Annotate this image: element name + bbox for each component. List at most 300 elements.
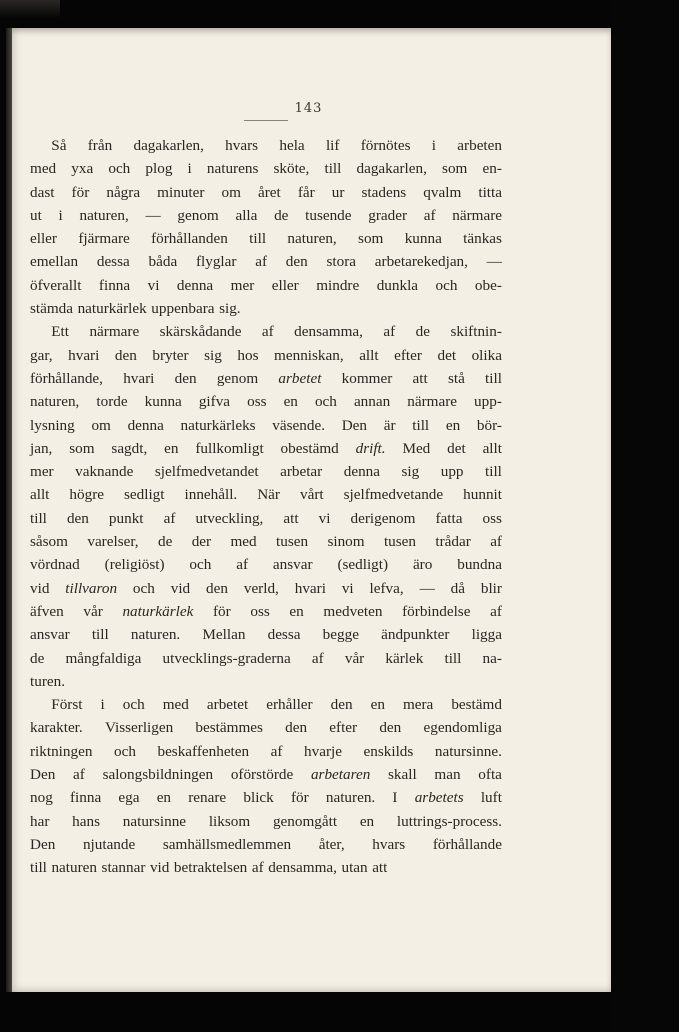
word: salongsbildningen	[102, 766, 214, 784]
word: genom	[177, 206, 219, 224]
word: allt	[30, 486, 50, 504]
word: förbindelse	[402, 602, 471, 620]
word: Den	[30, 835, 56, 853]
text-line	[30, 600, 502, 623]
word: —	[145, 206, 161, 224]
word: qvalm	[423, 183, 462, 201]
word: till	[249, 230, 267, 248]
word: ur	[331, 183, 345, 201]
text-line	[30, 716, 502, 739]
word: och	[108, 160, 131, 178]
word: hvari	[294, 579, 326, 597]
body-text	[30, 134, 502, 880]
word: titta	[478, 183, 502, 201]
word: —	[486, 253, 502, 271]
word: öfverallt	[30, 276, 82, 294]
word: genom	[216, 369, 259, 387]
word: densamma,	[294, 323, 363, 341]
text-line	[30, 250, 502, 273]
word: Den	[30, 766, 56, 784]
word: verld,	[243, 579, 279, 597]
word: vi	[318, 509, 331, 527]
scan-background-strip	[611, 0, 679, 1032]
word: oss	[250, 602, 270, 620]
word: erhåller	[266, 696, 313, 714]
text-line	[30, 460, 502, 483]
word: vårt	[300, 486, 324, 504]
word: för	[71, 183, 90, 201]
word: uppenbara	[151, 300, 215, 318]
word: mer	[230, 276, 255, 294]
word: eller	[30, 230, 57, 248]
word: finna	[69, 789, 102, 807]
word: punkt	[108, 509, 144, 527]
word: de	[415, 323, 430, 341]
word: af	[311, 649, 324, 667]
word: af	[490, 602, 502, 620]
word: fjärmare	[78, 230, 130, 248]
word: den	[206, 579, 228, 597]
word: den	[66, 509, 89, 527]
word: som	[358, 230, 384, 248]
text-line	[30, 740, 502, 763]
word: till	[324, 160, 342, 178]
word: en	[359, 812, 375, 830]
word: I	[392, 789, 398, 807]
word: derigenom	[350, 509, 416, 527]
word: och	[113, 742, 136, 760]
word: fullkomligt	[195, 439, 264, 457]
word: oförstörde	[230, 766, 294, 784]
word: åter,	[318, 835, 345, 853]
word: för	[212, 602, 231, 620]
word: den	[285, 719, 308, 737]
word: dagakarlen,	[133, 137, 204, 154]
word: om	[221, 183, 241, 201]
text-line	[30, 483, 502, 506]
word: för	[290, 789, 309, 807]
word: sjelfmedvetandet	[154, 463, 259, 481]
word: Med	[402, 439, 431, 457]
word: med	[30, 160, 57, 178]
word: hvarje	[304, 742, 342, 760]
word: med	[230, 533, 257, 551]
word: sig	[401, 463, 420, 481]
word: dunkla	[376, 276, 419, 294]
text-line	[30, 367, 502, 390]
word: minuter	[157, 183, 205, 201]
word: med	[162, 696, 189, 714]
word: begge	[322, 626, 359, 644]
text-line	[30, 786, 502, 809]
word: tusende	[305, 206, 352, 224]
word: vid	[30, 579, 50, 597]
word: äro	[412, 556, 433, 574]
word: yxa	[71, 160, 94, 178]
word: om	[91, 416, 111, 434]
word: dessa	[267, 626, 301, 644]
word: man	[434, 766, 461, 784]
word: året	[257, 183, 281, 201]
word: eller	[271, 276, 299, 294]
page-number: 143	[294, 101, 323, 116]
word: skall	[388, 766, 417, 784]
text-line	[30, 414, 502, 437]
word: af	[270, 742, 283, 760]
word: ligga	[471, 626, 502, 644]
word: och	[189, 556, 212, 574]
word: hvars	[372, 835, 406, 853]
word: till	[485, 463, 502, 481]
word: (sedligt)	[337, 556, 389, 574]
word: förhållanden	[151, 230, 228, 248]
word: ändpunkter	[381, 626, 450, 644]
word: turen.	[30, 672, 66, 690]
word: hans	[72, 812, 101, 830]
book-page	[6, 28, 611, 992]
word: och	[435, 276, 458, 294]
italic-word: tillvaron	[65, 579, 118, 597]
word: allt	[482, 439, 502, 457]
word: enskilds	[363, 742, 414, 760]
word: den	[114, 346, 137, 364]
word: naturens	[206, 160, 259, 178]
word: några	[106, 183, 141, 201]
word: karakter.	[30, 719, 83, 737]
word: mångfaldiga	[65, 649, 142, 667]
text-line	[30, 344, 502, 367]
word: Först	[51, 696, 83, 714]
word: varelser,	[87, 533, 139, 551]
word: bestämmes	[195, 719, 263, 737]
word: af	[236, 556, 249, 574]
word: oss	[247, 393, 267, 411]
word: upp	[440, 463, 464, 481]
text-line	[30, 530, 502, 553]
word: som	[69, 439, 95, 457]
word: utan	[341, 859, 368, 877]
word: grader	[368, 206, 408, 224]
word: en	[156, 789, 172, 807]
word: båda	[148, 253, 178, 271]
word: tusen	[276, 533, 309, 551]
text-line	[30, 297, 502, 320]
word: till	[485, 369, 502, 387]
word: genomgått	[272, 812, 338, 830]
word: na-	[482, 649, 502, 667]
page-gutter-edge	[6, 28, 12, 992]
word: i	[431, 137, 437, 154]
word: beskaffenheten	[157, 742, 250, 760]
word: förhållande	[432, 835, 502, 853]
word: kunna	[404, 230, 442, 248]
word: Ett	[51, 323, 69, 341]
text-line	[30, 856, 502, 879]
word: egendomliga	[423, 719, 502, 737]
word: och	[122, 696, 145, 714]
word: då	[450, 579, 465, 597]
word: det	[437, 346, 457, 364]
word: äfven	[30, 602, 64, 620]
text-line	[30, 553, 502, 576]
word: och	[132, 579, 155, 597]
page-number-rule	[244, 120, 288, 121]
word: af	[383, 323, 396, 341]
word: (religiöst)	[104, 556, 165, 574]
text-line	[30, 274, 502, 297]
word: vi	[147, 276, 160, 294]
word: ofta	[478, 766, 502, 784]
word: lif	[325, 137, 340, 154]
word: får	[297, 183, 315, 201]
word: skiftnin-	[450, 323, 502, 341]
word: gar,	[30, 346, 53, 364]
text-line	[30, 693, 502, 716]
word: vid	[149, 859, 170, 877]
word: denna	[176, 276, 214, 294]
word: luft	[480, 789, 502, 807]
word: betraktelsen	[173, 859, 248, 877]
word: arbetarekedjan,	[374, 253, 468, 271]
text-line	[30, 437, 502, 460]
italic-word: naturkärlek	[122, 602, 194, 620]
word: de	[274, 206, 289, 224]
word: till	[91, 626, 109, 644]
word: ut	[30, 206, 42, 224]
word: naturen,	[30, 393, 80, 411]
scan-corner-mark	[0, 0, 60, 18]
word: alla	[235, 206, 258, 224]
word: blick	[243, 789, 274, 807]
word: till	[30, 859, 47, 877]
word: af	[163, 509, 176, 527]
word: den	[330, 696, 353, 714]
word: sagdt,	[111, 439, 148, 457]
word: blir	[480, 579, 502, 597]
word: fatta	[435, 509, 463, 527]
word: att	[412, 369, 428, 387]
word: att	[283, 509, 299, 527]
italic-word: arbetets	[414, 789, 464, 807]
word: densamma,	[268, 859, 337, 877]
word: hvars	[225, 137, 259, 154]
word: nog	[30, 789, 53, 807]
word: lysning	[30, 416, 75, 434]
word: liksom	[208, 812, 251, 830]
text-line	[30, 204, 502, 227]
word: en	[289, 602, 304, 620]
word: vår	[344, 649, 365, 667]
word: mera	[402, 696, 434, 714]
word: en-	[482, 160, 502, 178]
word: högre	[69, 486, 104, 504]
word: arbeten	[457, 137, 502, 154]
text-line	[30, 320, 502, 343]
word: sig.	[219, 300, 241, 318]
word: olika	[471, 346, 502, 364]
word: trådar	[435, 533, 471, 551]
word: af	[261, 323, 274, 341]
word: emellan	[30, 253, 79, 271]
word: naturen.	[325, 789, 376, 807]
word: hela	[279, 137, 305, 154]
word: der	[191, 533, 212, 551]
word: den	[285, 253, 308, 271]
word: kunna	[144, 393, 182, 411]
text-line	[30, 763, 502, 786]
word: mer	[30, 463, 54, 481]
word: njutande	[82, 835, 136, 853]
word: en	[370, 696, 385, 714]
word: närmare	[452, 206, 502, 224]
word: såsom	[30, 533, 68, 551]
word: finna	[98, 276, 131, 294]
word: hvari	[123, 369, 155, 387]
word: förnötes	[360, 137, 411, 154]
word: jan,	[30, 439, 53, 457]
word: den	[379, 719, 402, 737]
word: de	[30, 649, 45, 667]
word: obestämd	[280, 439, 339, 457]
word: lefva,	[369, 579, 404, 597]
word: innehåll.	[184, 486, 238, 504]
word: en	[445, 416, 461, 434]
word: och	[314, 393, 337, 411]
word: utvecklings-graderna	[162, 649, 291, 667]
word: bör-	[476, 416, 502, 434]
word: vaknande	[75, 463, 134, 481]
word: närmare	[407, 393, 457, 411]
word: samhällsmedlemmen	[162, 835, 292, 853]
text-line	[30, 623, 502, 646]
word: dessa	[96, 253, 130, 271]
word: upp-	[474, 393, 502, 411]
word: —	[419, 579, 435, 597]
italic-word: arbetaren	[310, 766, 371, 784]
word: af	[423, 206, 436, 224]
word: dagakarlen,	[356, 160, 427, 178]
word: stämda	[30, 300, 74, 318]
word: sjelfmedvetande	[343, 486, 444, 504]
word: stadens	[361, 183, 407, 201]
word: menniskan,	[274, 346, 344, 364]
word: stora	[326, 253, 357, 271]
word: närmare	[89, 323, 140, 341]
word: väsende.	[272, 416, 326, 434]
word: naturen.	[130, 626, 181, 644]
word: natursinne.	[434, 742, 502, 760]
word: medveten	[323, 602, 383, 620]
text-line	[30, 833, 502, 856]
word: Visserligen	[104, 719, 174, 737]
word: luttrings-process.	[396, 812, 502, 830]
word: arbetet	[206, 696, 249, 714]
word: oss	[482, 509, 502, 527]
word: vid	[170, 579, 191, 597]
word: sig	[204, 346, 222, 364]
word: af	[73, 766, 85, 784]
word: af	[255, 253, 268, 271]
word: ansvar	[30, 626, 70, 644]
word: af	[251, 859, 264, 877]
word: naturkärleks	[180, 416, 256, 434]
text-line	[30, 134, 502, 157]
text-line	[30, 670, 502, 693]
word: vi	[341, 579, 354, 597]
word: torde	[96, 393, 128, 411]
word: dast	[30, 183, 55, 201]
word: tänkas	[463, 230, 502, 248]
word: naturkärlek	[77, 300, 147, 318]
word: af	[490, 533, 502, 551]
word: Den	[341, 416, 368, 434]
word: natursinne	[122, 812, 187, 830]
word: mindre	[316, 276, 360, 294]
word: skärskådande	[159, 323, 242, 341]
word: till	[412, 416, 430, 434]
word: arbetar	[280, 463, 323, 481]
text-line	[30, 647, 502, 670]
word: naturen,	[79, 206, 129, 224]
word: riktningen	[30, 742, 93, 760]
word: obe-	[474, 276, 502, 294]
word: en	[283, 393, 298, 411]
word: vår	[83, 602, 103, 620]
text-line	[30, 227, 502, 250]
word: bestämd	[451, 696, 502, 714]
word: flyglar	[195, 253, 237, 271]
word: ansvar	[272, 556, 313, 574]
word: i	[100, 696, 105, 714]
text-line	[30, 577, 502, 600]
word: sedligt	[124, 486, 165, 504]
text-line	[30, 157, 502, 180]
word: den	[174, 369, 197, 387]
word: allt	[359, 346, 379, 364]
word: det	[447, 439, 466, 457]
word: Mellan	[202, 626, 246, 644]
text-line	[30, 810, 502, 833]
word: vördnad	[30, 556, 80, 574]
word: är	[383, 416, 396, 434]
word: Så	[51, 137, 67, 154]
word: förhållande,	[30, 369, 103, 387]
word: denna	[127, 416, 164, 434]
word: en	[164, 439, 179, 457]
italic-word: drift.	[355, 439, 386, 457]
text-line	[30, 390, 502, 413]
word: hos	[237, 346, 259, 364]
word: hvari	[68, 346, 100, 364]
word: ega	[118, 789, 140, 807]
word: till	[30, 509, 47, 527]
word: att	[372, 859, 388, 877]
text-line	[30, 181, 502, 204]
word: till	[444, 649, 462, 667]
word: kärlek	[385, 649, 424, 667]
word: plog	[145, 160, 173, 178]
word: gifva	[198, 393, 231, 411]
word: stå	[447, 369, 465, 387]
word: i	[58, 206, 63, 224]
word: annan	[353, 393, 391, 411]
word: bundna	[457, 556, 502, 574]
word: tusen	[383, 533, 417, 551]
word: som	[442, 160, 468, 178]
word: de	[157, 533, 173, 551]
word: bryter	[152, 346, 189, 364]
word: naturen,	[287, 230, 337, 248]
